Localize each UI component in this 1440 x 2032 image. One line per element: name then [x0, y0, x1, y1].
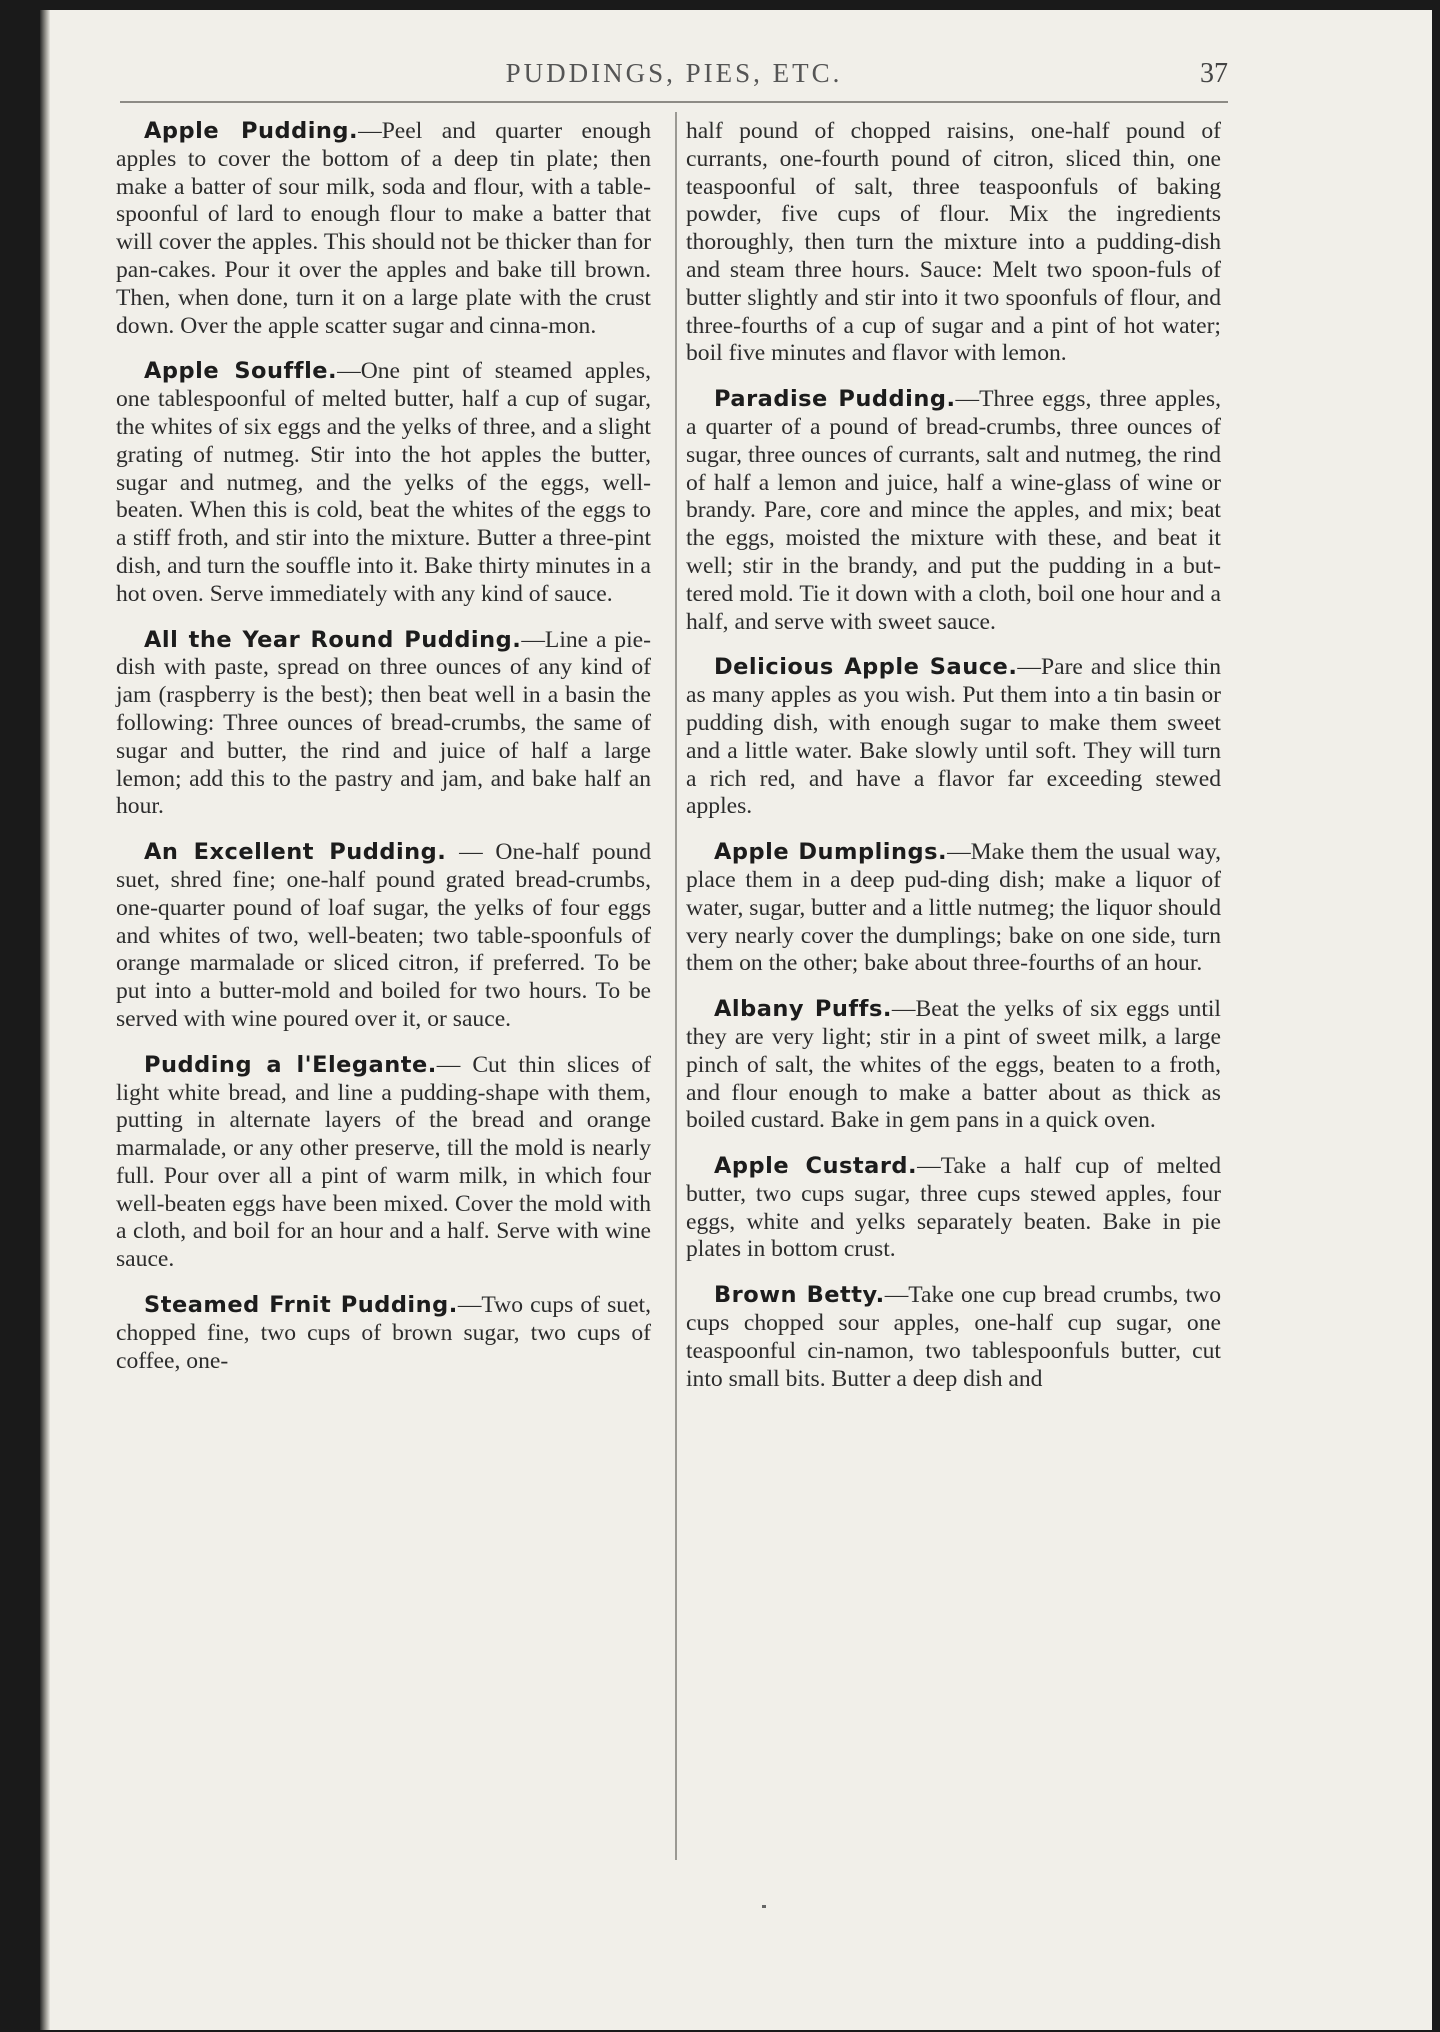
recipe: [686, 1282, 1221, 1393]
book-gutter: [40, 10, 50, 2030]
recipe: [116, 1292, 651, 1375]
recipe-continued: [686, 118, 1221, 368]
recipe-title: Brown Betty.: [714, 1282, 885, 1309]
recipe-title: Pudding a l'Elegante.: [144, 1051, 437, 1078]
recipe: [686, 386, 1221, 636]
recipe-title: Apple Custard.: [714, 1153, 918, 1180]
recipe-title: Albany Puffs.: [714, 996, 892, 1023]
recipe: [116, 627, 651, 822]
recipe-text: — Cut thin slices of light white bread, and line a pudding-shape with them, putting in alternate layers of the bread and orange marmalade, or any other preserve, till the mold is nearly full. Pour over all a pint of warm milk, in which four well-beaten eggs have been mixed. Cover the mold with a cloth, and boil for an hour and a half. Serve with wine sauce.: [116, 1051, 651, 1273]
recipe-text: —Beat the yelks of six eggs until they are very light; stir in a pint of sweet milk, a large pinch of salt, the whites of the eggs, beaten to a froth, and flour enough to make a batter about as thick as boiled custard. Bake in gem pans in a quick oven.: [686, 996, 1221, 1134]
recipe-title: Paradise Pudding.: [714, 386, 956, 413]
recipe-title: Steamed Frnit Pudding.: [144, 1292, 458, 1319]
recipe: [116, 839, 651, 1034]
recipe: [686, 1153, 1221, 1264]
recipe-text: — One-half pound suet, shred fine; one-half pound grated bread-crumbs, one-quarter pound of loaf sugar, the yelks of four eggs and whites of two, well-beaten; two table-spoonfuls of orange marmalade or sliced citron, if preferred. To be put into a butter-mold and boiled for two hours. To be served with wine poured over it, or sauce.: [116, 839, 651, 1032]
recipe-text: half pound of chopped raisins, one-half pound of currants, one-fourth pound of citron, sliced thin, one teaspoonful of salt, three teaspoonfuls of baking powder, five cups of flour. Mix the ingredients thoroughly, then turn the mixture into a pudding-dish and steam three hours. Sauce: Melt two spoon-fuls of butter slightly and stir into it two spoonfuls of flour, and three-fourths of a cup of sugar and a pint of hot water; boil five minutes and flavor with lemon.: [686, 118, 1221, 367]
recipe-text: —Take a half cup of melted butter, two cups sugar, three cups stewed apples, four eggs, white and yelks separately beaten. Bake in pie plates in bottom crust.: [686, 1153, 1221, 1263]
recipe: [116, 358, 651, 608]
header-rule: [120, 101, 1228, 103]
recipe-title: Apple Dumplings.: [714, 839, 948, 866]
recipe-title: Apple Souffle.: [144, 358, 338, 385]
recipe-title: Apple Pudding.: [144, 118, 359, 144]
running-head-title: PUDDINGS, PIES, ETC.: [505, 58, 843, 88]
recipe-title: An Excellent Pudding.: [144, 839, 447, 866]
page-number: 37: [1200, 58, 1228, 89]
running-head: [120, 58, 1228, 98]
recipe-text: —Two cups of suet, chopped fine, two cups of brown sugar, two cups of coffee, one-: [116, 1292, 652, 1374]
recipe-title: All the Year Round Pudding.: [144, 626, 522, 653]
ink-speck: [762, 1905, 766, 1908]
recipe-text: —Peel and quarter enough apples to cover the bottom of a deep tin plate; then make a batter of sour milk, soda and flour, with a table-spoonful of lard to enough flour to make a batter that will cover the apples. This should not be thicker than for pan-cakes. Pour it over the apples and bake till brown. Then, when done, turn it on a large plate with the crust down. Over the apple scatter sugar and cinna-mon.: [116, 118, 651, 339]
left-column: [116, 118, 651, 1393]
recipe-text: —Three eggs, three apples, a quarter of a pound of bread-crumbs, three ounces of sugar, three ounces of currants, salt and nutmeg, the rind of half a lemon and juice, half a wine-glass of wine or brandy. Pare, core and mince the apples, and mix; beat the eggs, moisted the mixture with these, and beat it well; stir in the brandy, and put the pudding in a but-tered mold. Tie it down with a cloth, boil one hour and a half, and serve with sweet sauce.: [686, 386, 1221, 635]
column-rule: [675, 112, 677, 1860]
recipe-text: —Pare and slice thin as many apples as you wish. Put them into a tin basin or pudding dish, with enough sugar to make them sweet and a little water. Bake slowly until soft. They will turn a rich red, and have a flavor far exceeding stewed apples.: [686, 654, 1221, 820]
recipe-title: Delicious Apple Sauce.: [714, 654, 1018, 681]
recipe: [116, 1052, 651, 1274]
recipe-text: —Make them the usual way, place them in a deep pud-ding dish; make a liquor of water, sugar, butter and a little nutmeg; the liquor should very nearly cover the dumplings; bake on one side, turn them on the other; bake about three-fourths of an hour.: [686, 839, 1221, 977]
recipe-text: —One pint of steamed apples, one tablespoonful of melted butter, half a cup of sugar, the whites of six eggs and the yelks of three, and a slight grating of nutmeg. Stir into the hot apples the butter, sugar and nutmeg, and the yelks of the eggs, well-beaten. When this is cold, beat the whites of the eggs to a stiff froth, and stir into the mixture. Butter a three-pint dish, and turn the souffle into it. Bake thirty minutes in a hot oven. Serve immediately with any kind of sauce.: [116, 358, 651, 607]
recipe: [116, 118, 651, 340]
right-column: [686, 118, 1221, 1411]
recipe-text: —Line a pie-dish with paste, spread on three ounces of any kind of jam (raspberry is the best); then beat well in a basin the following: Three ounces of bread-crumbs, the same of sugar and butter, the rind and juice of half a large lemon; add this to the pastry and jam, and bake half an hour.: [116, 626, 651, 820]
recipe: [686, 996, 1221, 1135]
recipe-text: —Take one cup bread crumbs, two cups chopped sour apples, one-half cup sugar, one teaspoonful cin-namon, two tablespoonfuls butter, cut into small bits. Butter a deep dish and: [686, 1282, 1221, 1392]
recipe: [686, 654, 1221, 821]
recipe: [686, 839, 1221, 978]
